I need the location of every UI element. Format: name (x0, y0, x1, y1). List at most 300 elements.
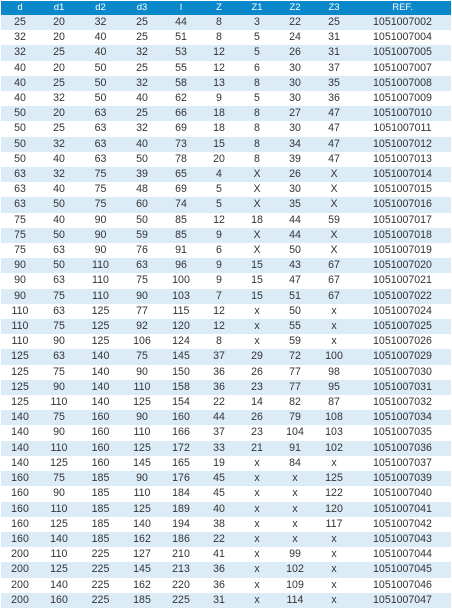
table-cell: 20 (200, 152, 238, 167)
table-cell: 145 (162, 349, 200, 364)
table-cell: x (238, 578, 276, 593)
table-cell: X (314, 197, 354, 212)
table-cell: 110 (122, 380, 162, 395)
table-cell: 23 (238, 380, 276, 395)
table-cell: 125 (79, 304, 122, 319)
table-cell: 110 (1, 319, 39, 334)
table-cell: 47 (314, 152, 354, 167)
table-cell: 9 (200, 273, 238, 288)
table-cell: 40 (79, 45, 122, 60)
table-cell: 51 (276, 289, 314, 304)
table-cell: 63 (1, 167, 39, 182)
table-cell: x (238, 334, 276, 349)
table-cell: 103 (314, 425, 354, 440)
table-cell: 40 (1, 91, 39, 106)
table-row (1, 471, 451, 486)
table-row (1, 456, 451, 471)
table-cell: x (276, 471, 314, 486)
table-cell: 1051007014 (354, 167, 451, 182)
table-cell: 145 (122, 562, 162, 577)
table-cell: 184 (162, 486, 200, 501)
table-cell: 50 (79, 76, 122, 91)
table-cell: 69 (162, 121, 200, 136)
table-cell: 1051007022 (354, 289, 451, 304)
table-cell: 102 (276, 562, 314, 577)
table-cell: X (314, 243, 354, 258)
table-cell: 67 (314, 258, 354, 273)
table-row (1, 289, 451, 304)
table-row (1, 45, 451, 60)
table-cell: 160 (1, 486, 39, 501)
table-cell: 145 (122, 456, 162, 471)
table-cell: 20 (39, 15, 79, 30)
table-cell: x (238, 471, 276, 486)
table-cell: 47 (314, 137, 354, 152)
table-cell: 150 (162, 365, 200, 380)
table-row (1, 243, 451, 258)
table-cell: 6 (238, 61, 276, 76)
table-cell: 102 (314, 441, 354, 456)
table-cell: 1051007020 (354, 258, 451, 273)
table-cell: 95 (314, 380, 354, 395)
table-cell: 90 (122, 471, 162, 486)
table-cell: 185 (79, 486, 122, 501)
table-cell: 32 (39, 91, 79, 106)
table-cell: 140 (122, 517, 162, 532)
table-row (1, 578, 451, 593)
table-cell: 44 (276, 213, 314, 228)
table-cell: 32 (39, 167, 79, 182)
table-cell: 36 (200, 578, 238, 593)
table-body (1, 15, 451, 608)
table-cell: 25 (122, 61, 162, 76)
table-cell: 45 (200, 486, 238, 501)
table-cell: 32 (1, 45, 39, 60)
table-cell: 50 (122, 213, 162, 228)
table-cell: 3 (238, 15, 276, 30)
table-cell: 15 (200, 137, 238, 152)
table-row (1, 15, 451, 30)
table-cell: 90 (1, 258, 39, 273)
table-row (1, 441, 451, 456)
table-cell: 1051007009 (354, 91, 451, 106)
table-cell: 25 (314, 15, 354, 30)
table-cell: 79 (276, 410, 314, 425)
table-cell: 1051007029 (354, 349, 451, 364)
table-cell: 15 (238, 273, 276, 288)
table-cell: X (314, 228, 354, 243)
table-cell: 140 (39, 578, 79, 593)
table-cell: 50 (276, 243, 314, 258)
table-cell: 8 (238, 106, 276, 121)
table-cell: 43 (276, 258, 314, 273)
table-row (1, 319, 451, 334)
table-cell: 65 (162, 167, 200, 182)
table-cell: 92 (122, 319, 162, 334)
table-cell: 90 (79, 213, 122, 228)
table-cell: 1051007021 (354, 273, 451, 288)
table-cell: 110 (39, 441, 79, 456)
table-cell: 18 (200, 106, 238, 121)
table-cell: 225 (79, 562, 122, 577)
table-cell: 125 (1, 349, 39, 364)
table-cell: 225 (162, 593, 200, 608)
table-cell: 20 (39, 30, 79, 45)
table-cell: 75 (1, 213, 39, 228)
table-cell: 25 (122, 30, 162, 45)
table-cell: 75 (79, 197, 122, 212)
table-cell: x (314, 334, 354, 349)
table-cell: 140 (79, 380, 122, 395)
table-cell: 1051007012 (354, 137, 451, 152)
table-cell: 110 (79, 258, 122, 273)
table-cell: 160 (162, 410, 200, 425)
table-cell: 100 (314, 349, 354, 364)
table-cell: 200 (1, 578, 39, 593)
table-cell: 35 (314, 76, 354, 91)
table-cell: 25 (39, 76, 79, 91)
table-cell: 1051007002 (354, 15, 451, 30)
table-row (1, 197, 451, 212)
table-cell: 103 (162, 289, 200, 304)
table-cell: 185 (79, 502, 122, 517)
table-cell: 25 (39, 45, 79, 60)
table-cell: 225 (79, 578, 122, 593)
table-cell: 63 (122, 258, 162, 273)
table-cell: 77 (276, 365, 314, 380)
table-cell: 90 (1, 289, 39, 304)
table-cell: 30 (276, 91, 314, 106)
table-row (1, 91, 451, 106)
table-cell: 122 (314, 486, 354, 501)
table-cell: 29 (238, 349, 276, 364)
table-cell: 176 (162, 471, 200, 486)
table-cell: 140 (1, 410, 39, 425)
table-cell: x (314, 578, 354, 593)
table-row (1, 547, 451, 562)
table-cell: 18 (200, 121, 238, 136)
table-row (1, 380, 451, 395)
column-header: Z (200, 1, 238, 15)
table-cell: 220 (162, 578, 200, 593)
table-cell: 59 (276, 334, 314, 349)
table-cell: 32 (1, 30, 39, 45)
table-cell: 67 (314, 273, 354, 288)
table-cell: 50 (122, 152, 162, 167)
table-cell: x (238, 304, 276, 319)
table-cell: X (238, 243, 276, 258)
table-cell: 160 (79, 441, 122, 456)
table-cell: 160 (1, 532, 39, 547)
table-row (1, 593, 451, 608)
table-cell: 23 (238, 425, 276, 440)
table-cell: 1051007037 (354, 456, 451, 471)
table-cell: 125 (39, 456, 79, 471)
table-cell: 9 (200, 258, 238, 273)
table-cell: 1051007046 (354, 578, 451, 593)
table-cell: x (314, 304, 354, 319)
table-cell: 75 (39, 319, 79, 334)
table-cell: 90 (122, 365, 162, 380)
table-cell: 22 (200, 532, 238, 547)
table-cell: 50 (1, 152, 39, 167)
table-cell: 50 (79, 91, 122, 106)
table-cell: 25 (122, 15, 162, 30)
table-cell: 44 (276, 228, 314, 243)
table-cell: x (238, 562, 276, 577)
table-cell: x (238, 502, 276, 517)
table-cell: 90 (39, 380, 79, 395)
table-cell: x (238, 532, 276, 547)
table-cell: 31 (314, 30, 354, 45)
table-cell: 63 (1, 197, 39, 212)
table-cell: 90 (1, 273, 39, 288)
table-cell: x (276, 532, 314, 547)
table-cell: 120 (314, 502, 354, 517)
table-cell: 4 (200, 167, 238, 182)
table-cell: 90 (79, 243, 122, 258)
table-cell: 50 (276, 304, 314, 319)
table-cell: 32 (79, 15, 122, 30)
table-row (1, 349, 451, 364)
table-cell: 5 (238, 91, 276, 106)
table-cell: 110 (39, 502, 79, 517)
table-cell: x (238, 486, 276, 501)
table-row (1, 106, 451, 121)
table-cell: 75 (79, 167, 122, 182)
table-cell: 8 (200, 334, 238, 349)
table-cell: 77 (276, 380, 314, 395)
table-row (1, 365, 451, 380)
table-cell: 160 (79, 410, 122, 425)
table-cell: 110 (1, 334, 39, 349)
table-cell: 30 (276, 121, 314, 136)
table-cell: 110 (39, 547, 79, 562)
table-cell: 9 (200, 228, 238, 243)
table-cell: 110 (79, 273, 122, 288)
table-cell: 1051007017 (354, 213, 451, 228)
table-cell: 110 (1, 304, 39, 319)
table-cell: 60 (122, 197, 162, 212)
table-cell: 194 (162, 517, 200, 532)
table-cell: 84 (276, 456, 314, 471)
table-cell: 154 (162, 395, 200, 410)
table-cell: 67 (314, 289, 354, 304)
table-cell: 8 (238, 137, 276, 152)
table-cell: 75 (79, 182, 122, 197)
dimensions-table (1, 1, 451, 608)
table-cell: 32 (122, 45, 162, 60)
table-cell: 75 (39, 471, 79, 486)
table-cell: 36 (200, 365, 238, 380)
table-cell: 50 (1, 137, 39, 152)
table-cell: 200 (1, 593, 39, 608)
table-cell: 20 (39, 61, 79, 76)
table-cell: 63 (79, 121, 122, 136)
table-cell: 26 (276, 45, 314, 60)
table-cell: 40 (122, 91, 162, 106)
table-cell: 58 (162, 76, 200, 91)
table-cell: 5 (238, 30, 276, 45)
table-cell: 37 (314, 61, 354, 76)
table-row (1, 152, 451, 167)
table-cell: 63 (39, 243, 79, 258)
table-cell: 44 (162, 15, 200, 30)
column-header: d3 (122, 1, 162, 15)
table-cell: 200 (1, 562, 39, 577)
table-cell: 50 (1, 106, 39, 121)
table-cell: X (238, 228, 276, 243)
table-cell: 124 (162, 334, 200, 349)
table-row (1, 182, 451, 197)
table-cell: 12 (200, 45, 238, 60)
table-cell: x (314, 532, 354, 547)
table-cell: 125 (1, 380, 39, 395)
table-cell: 8 (200, 15, 238, 30)
table-cell: 1051007010 (354, 106, 451, 121)
table-cell: 140 (79, 365, 122, 380)
table-cell: 75 (122, 273, 162, 288)
table-cell: 63 (39, 349, 79, 364)
table-cell: 8 (238, 76, 276, 91)
table-row (1, 517, 451, 532)
table-cell: 125 (79, 319, 122, 334)
table-cell: 1051007013 (354, 152, 451, 167)
column-header: d (1, 1, 39, 15)
table-cell: 1051007005 (354, 45, 451, 60)
table-cell: 125 (39, 517, 79, 532)
column-header: REF. (354, 1, 451, 15)
table-row (1, 502, 451, 517)
table-cell: 44 (200, 410, 238, 425)
table-cell: 15 (238, 289, 276, 304)
table-cell: 125 (122, 441, 162, 456)
table-row (1, 213, 451, 228)
table-cell: 213 (162, 562, 200, 577)
table-cell: 26 (238, 365, 276, 380)
table-row (1, 167, 451, 182)
table-cell: X (238, 197, 276, 212)
table-cell: 13 (200, 76, 238, 91)
table-cell: 59 (314, 213, 354, 228)
table-cell: x (314, 547, 354, 562)
table-cell: 50 (39, 228, 79, 243)
table-cell: 165 (162, 456, 200, 471)
table-cell: 76 (122, 243, 162, 258)
table-cell: 37 (200, 425, 238, 440)
table-cell: 30 (276, 76, 314, 91)
column-header: Z1 (238, 1, 276, 15)
table-row (1, 76, 451, 91)
table-cell: 1051007011 (354, 121, 451, 136)
table-cell: 36 (200, 380, 238, 395)
table-cell: 160 (79, 425, 122, 440)
table-cell: 1051007007 (354, 61, 451, 76)
table-cell: 73 (162, 137, 200, 152)
table-cell: 110 (122, 486, 162, 501)
table-cell: 50 (79, 61, 122, 76)
table-cell: 63 (79, 106, 122, 121)
table-cell: 35 (276, 197, 314, 212)
table-cell: x (238, 319, 276, 334)
column-header: d2 (79, 1, 122, 15)
table-cell: 210 (162, 547, 200, 562)
table-cell: 33 (200, 441, 238, 456)
table-row (1, 410, 451, 425)
table-cell: 140 (39, 532, 79, 547)
table-cell: 82 (276, 395, 314, 410)
table-row (1, 486, 451, 501)
table-cell: 166 (162, 425, 200, 440)
table-cell: 108 (314, 410, 354, 425)
table-row (1, 228, 451, 243)
table-cell: 1051007039 (354, 471, 451, 486)
table-cell: 162 (122, 578, 162, 593)
table-cell: 1051007019 (354, 243, 451, 258)
table-cell: 1051007016 (354, 197, 451, 212)
table-cell: 24 (276, 30, 314, 45)
table-cell: 1051007044 (354, 547, 451, 562)
table-cell: 63 (79, 152, 122, 167)
table-cell: 110 (122, 425, 162, 440)
table-cell: 1051007032 (354, 395, 451, 410)
table-cell: x (276, 486, 314, 501)
table-cell: 7 (200, 289, 238, 304)
header-row (1, 1, 451, 15)
table-cell: 75 (39, 410, 79, 425)
table-cell: 127 (122, 547, 162, 562)
table-cell: 110 (79, 289, 122, 304)
table-cell: 75 (39, 289, 79, 304)
table-row (1, 395, 451, 410)
table-cell: 31 (314, 45, 354, 60)
table-cell: 140 (79, 349, 122, 364)
table-cell: 106 (122, 334, 162, 349)
table-cell: 25 (122, 106, 162, 121)
table-cell: 186 (162, 532, 200, 547)
table-cell: 140 (1, 425, 39, 440)
table-cell: 225 (79, 593, 122, 608)
table-cell: 160 (39, 593, 79, 608)
table-cell: 125 (122, 502, 162, 517)
table-cell: 50 (1, 121, 39, 136)
table-cell: 1051007015 (354, 182, 451, 197)
table-cell: 96 (162, 258, 200, 273)
table-cell: 6 (200, 243, 238, 258)
table-cell: 40 (1, 61, 39, 76)
table-cell: 41 (200, 547, 238, 562)
table-row (1, 30, 451, 45)
table-row (1, 273, 451, 288)
table-cell: 40 (39, 152, 79, 167)
table-cell: 120 (162, 319, 200, 334)
column-header: Z2 (276, 1, 314, 15)
table-cell: 50 (39, 197, 79, 212)
table-cell: 185 (79, 471, 122, 486)
table-cell: 25 (1, 15, 39, 30)
table-cell: x (238, 593, 276, 608)
table-cell: 1051007034 (354, 410, 451, 425)
table-row (1, 61, 451, 76)
table-cell: 160 (1, 517, 39, 532)
table-cell: 8 (200, 30, 238, 45)
table-cell: 12 (200, 304, 238, 319)
table-cell: 160 (79, 456, 122, 471)
table-cell: 50 (39, 258, 79, 273)
table-cell: 125 (79, 334, 122, 349)
table-row (1, 532, 451, 547)
table-cell: 32 (39, 137, 79, 152)
